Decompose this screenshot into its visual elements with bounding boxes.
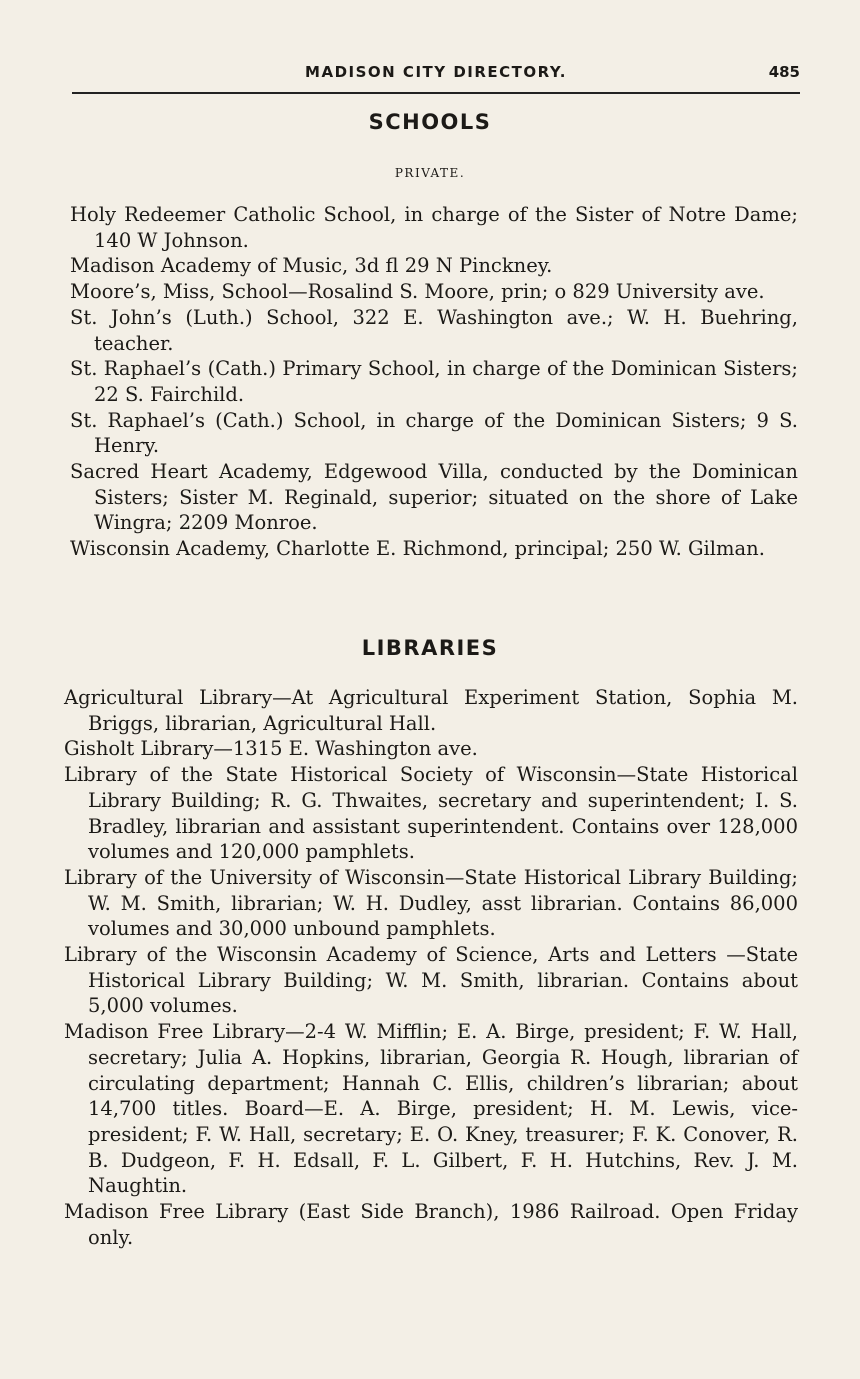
schools-heading: SCHOOLS <box>368 110 492 134</box>
schools-list <box>70 202 798 562</box>
list-item: Agricultural Library—At Agricultural Experiment Station, Sophia M. Briggs, librarian, Agricultural Hall. <box>64 686 798 735</box>
list-item: St. Raphael’s (Cath.) Primary School, in charge of the Dominican Sisters; 22 S. Fairchild. <box>70 357 798 406</box>
list-item: Madison Free Library—2-4 W. Mifflin; E. A. Birge, president; F. W. Hall, secretary; Julia A. Hopkins, librarian, Georgia R. Hough, librarian of circulating department; Hannah C. Ellis, children’s librarian; about 14,700 titles. Board—E. A. Birge, president; H. M. Lewis, vice-president; F. W. Hall, secretary; E. O. Kney, treasurer; F. K. Conover, R. B. Dudgeon, F. H. Edsall, F. L. Gilbert, F. H. Hutchins, Rev. J. M. Naughtin. <box>64 1020 798 1198</box>
libraries-heading: LIBRARIES <box>361 636 499 660</box>
list-item: St. John’s (Luth.) School, 322 E. Washington ave.; W. H. Buehring, teacher. <box>70 305 798 355</box>
list-item: Madison Free Library (East Side Branch), 1986 Railroad. Open Friday only. <box>64 1200 798 1249</box>
running-title: MADISON CITY DIRECTORY. <box>305 63 567 81</box>
list-item: Library of the State Historical Society of Wisconsin—State Historical Library Building; R. G. Thwaites, secretary and superintendent; I. S. Bradley, librarian and assistant superintendent. Contains over 128,000 volumes and 120,000 pamphlets. <box>64 763 798 864</box>
header-rule <box>72 92 800 94</box>
list-item: Library of the University of Wisconsin—State Historical Library Building; W. M. Smith, librarian; W. H. Dudley, asst librarian. Contains 86,000 volumes and 30,000 unbound pamphlets. <box>64 865 798 941</box>
list-item: Library of the Wisconsin Academy of Science, Arts and Letters —State Historical Library Building; W. M. Smith, librarian. Contains about 5,000 volumes. <box>64 943 798 1018</box>
page-number: 485 <box>768 63 800 81</box>
list-item: St. Raphael’s (Cath.) School, in charge of the Dominican Sisters; 9 S. Henry. <box>70 408 798 458</box>
running-head <box>70 60 802 86</box>
list-item: Wisconsin Academy, Charlotte E. Richmond, principal; 250 W. Gilman. <box>70 537 765 561</box>
list-item: Moore’s, Miss, School—Rosalind S. Moore, prin; o 829 University ave. <box>70 280 765 304</box>
list-item: Madison Academy of Music, 3d fl 29 N Pinckney. <box>70 254 553 278</box>
list-item: Holy Redeemer Catholic School, in charge of the Sister of Notre Dame; 140 W Johnson. <box>70 203 798 252</box>
libraries-list <box>64 685 798 1250</box>
list-item: Gisholt Library—1315 E. Washington ave. <box>64 737 478 761</box>
schools-subheading: PRIVATE. <box>394 166 466 180</box>
list-item: Sacred Heart Academy, Edgewood Villa, conducted by the Dominican Sisters; Sister M. Reginald, superior; situated on the shore of Lake Wingra; 2209 Monroe. <box>70 460 798 535</box>
